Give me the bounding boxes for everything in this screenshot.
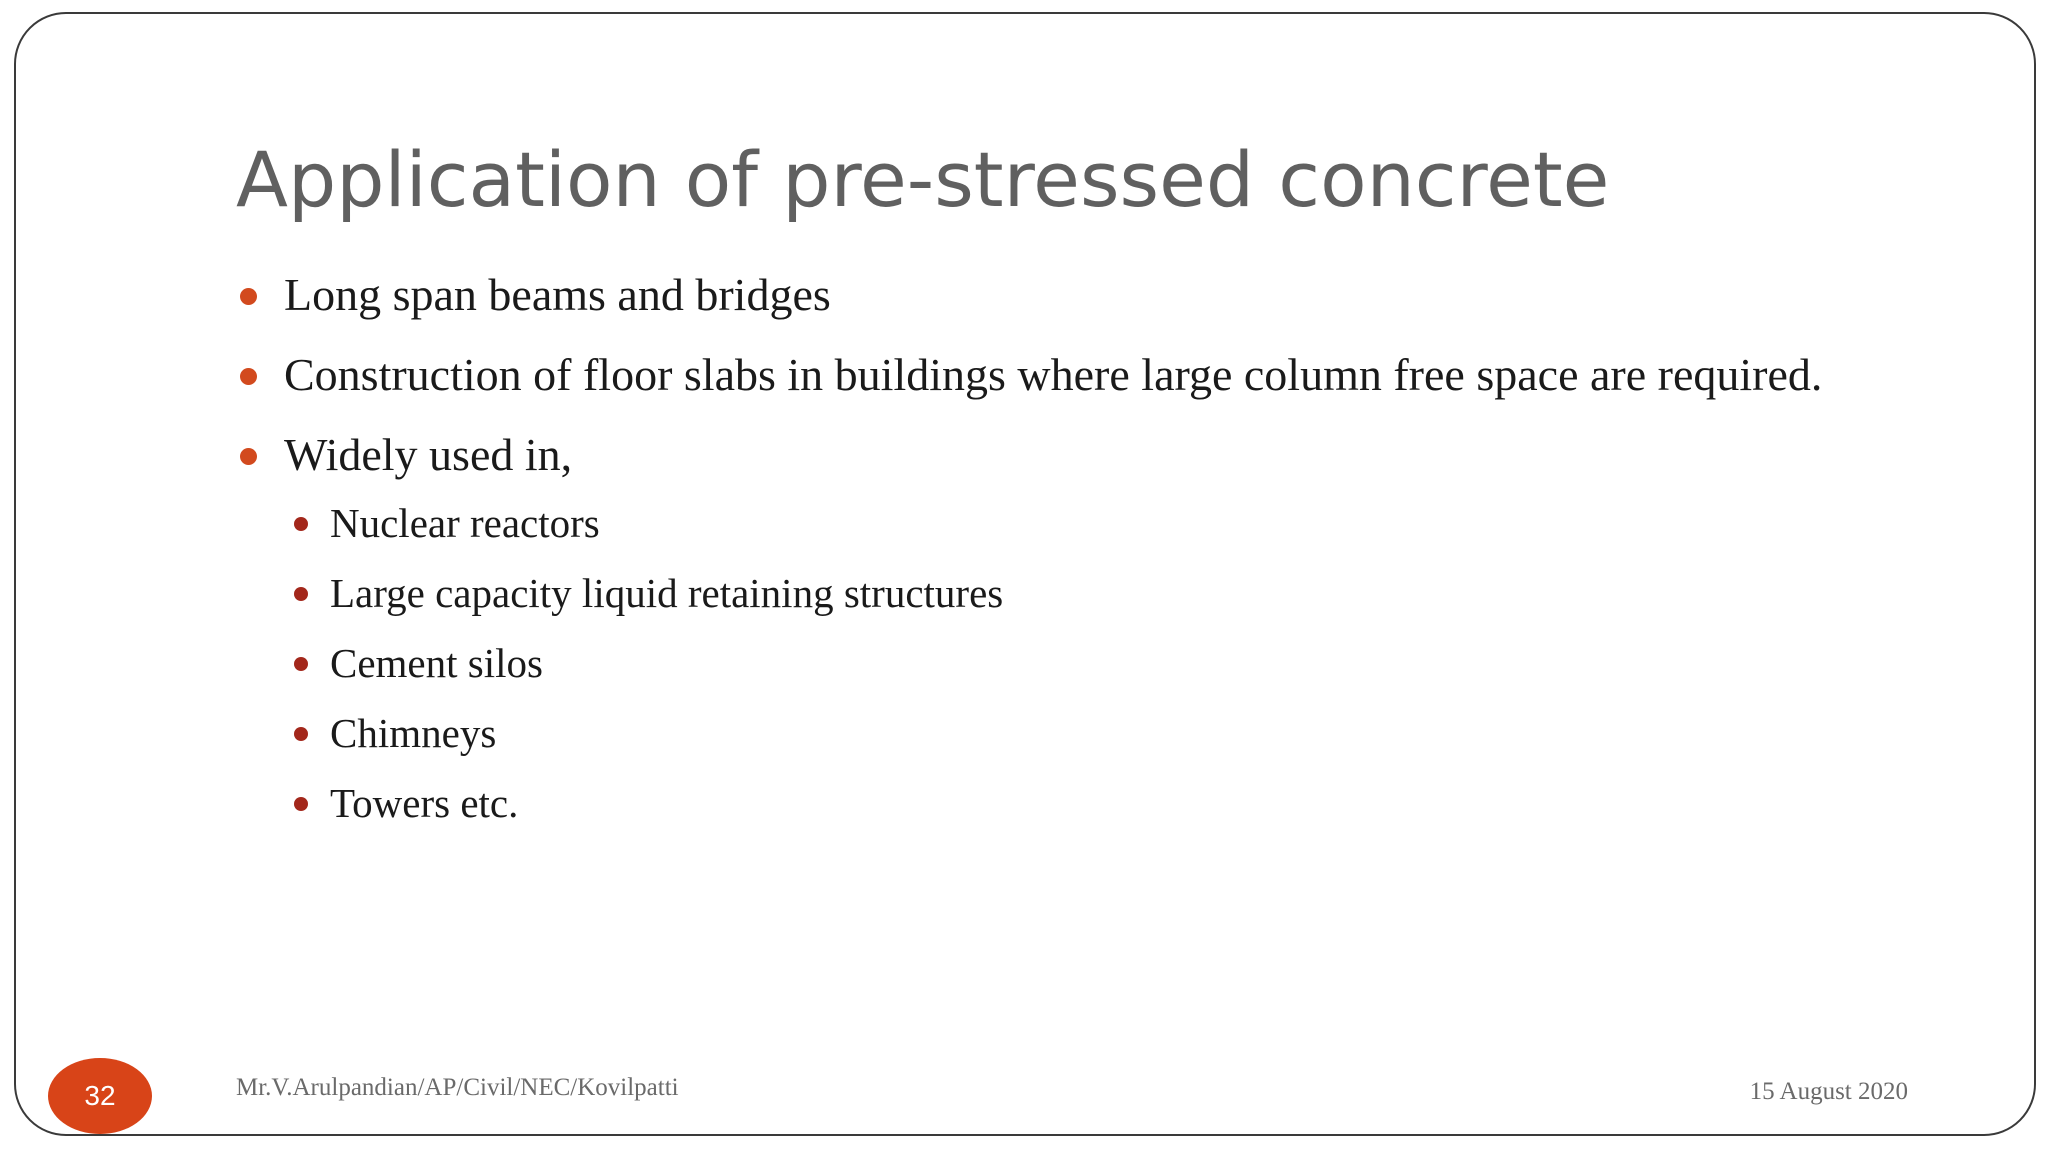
- sub-bullet-item: [236, 558, 1788, 628]
- sub-bullet-item: [236, 768, 1788, 838]
- sub-bullet-text: Nuclear reactors: [330, 500, 600, 546]
- sub-bullet-item: [236, 628, 1788, 698]
- sub-bullet-dot-icon: [294, 517, 308, 531]
- sub-bullet-dot-icon: [294, 727, 308, 741]
- bullet-dot-icon: [240, 448, 257, 465]
- footer-date: 15 August 2020: [1749, 1078, 1908, 1105]
- footer-author: Mr.V.Arulpandian/AP/Civil/NEC/Kovilpatti: [236, 1074, 679, 1101]
- sub-bullet-dot-icon: [294, 797, 308, 811]
- sub-bullet-dot-icon: [294, 587, 308, 601]
- sub-bullet-text: Towers etc.: [330, 780, 519, 826]
- page-number-badge: [48, 1058, 152, 1134]
- bullet-dot-icon: [240, 288, 257, 305]
- bullet-text: Long span beams and bridges: [284, 269, 831, 320]
- slide-frame: [14, 12, 2036, 1136]
- bullet-text: Construction of floor slabs in buildings where large column free space are required.: [284, 349, 1823, 400]
- bullet-item: [236, 262, 1836, 328]
- sub-bullet-text: Large capacity liquid retaining structures: [330, 570, 1004, 616]
- bullet-list: [236, 262, 1836, 852]
- sub-bullet-list: [236, 488, 1788, 838]
- page-number: 32: [84, 1080, 116, 1111]
- bullet-text: Widely used in,: [284, 429, 573, 480]
- bullet-item: [236, 342, 1836, 408]
- sub-bullet-text: Cement silos: [330, 640, 543, 686]
- sub-bullet-item: [236, 488, 1788, 558]
- bullet-dot-icon: [240, 368, 257, 385]
- sub-bullet-text: Chimneys: [330, 710, 497, 756]
- slide-title: Application of pre-stressed concrete: [236, 135, 1610, 224]
- sub-bullet-dot-icon: [294, 657, 308, 671]
- sub-bullet-item: [236, 698, 1788, 768]
- bullet-item: [236, 422, 1836, 838]
